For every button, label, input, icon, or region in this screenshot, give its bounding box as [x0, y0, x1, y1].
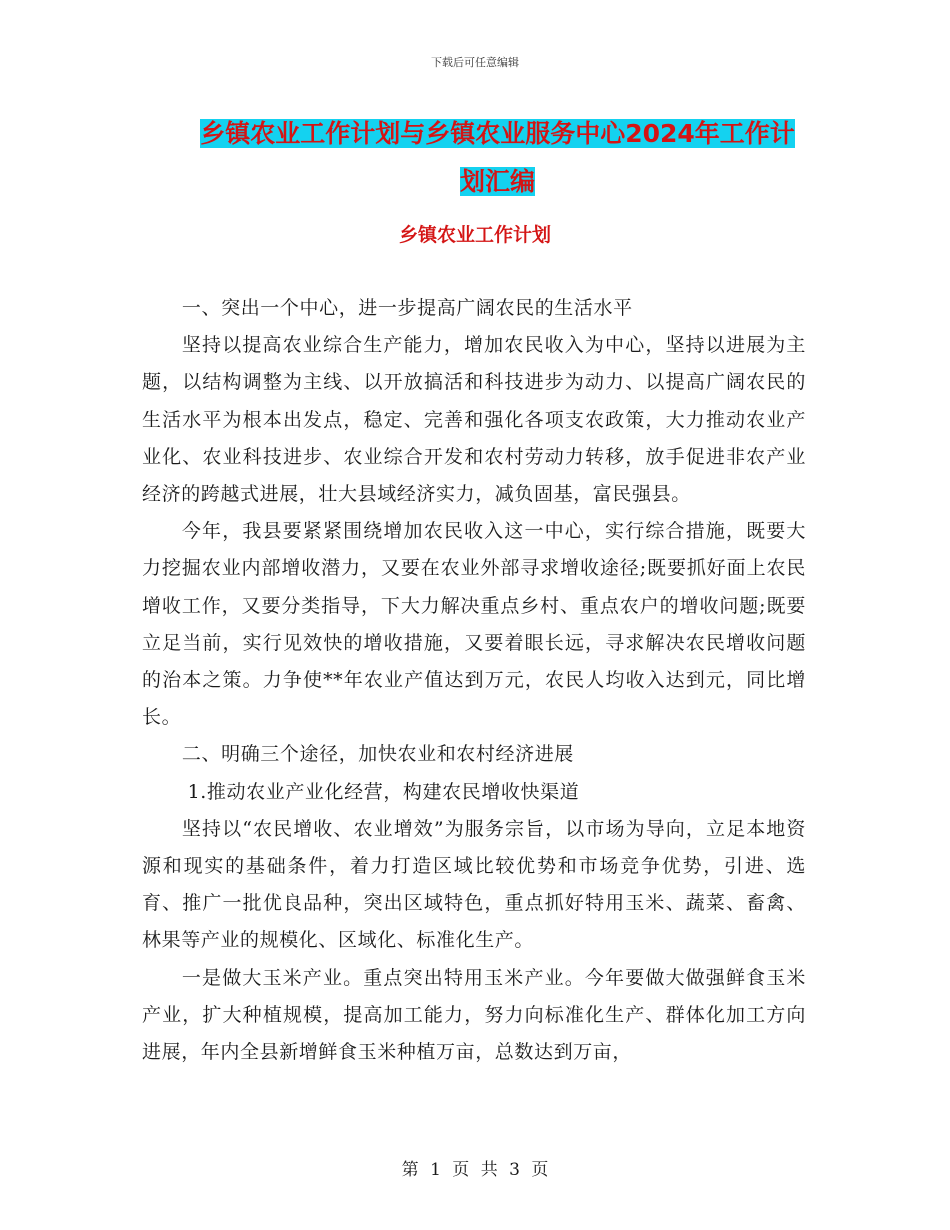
- paragraph: 一是做大玉米产业。重点突出特用玉米产业。今年要做大做强鲜食玉米产业，扩大种植规模，提高加工能力，努力向标准化生产、群体化加工方向进展，年内全县新增鲜食玉米种植万亩，总数达到万亩，: [142, 966, 806, 1064]
- paragraph: 坚持以提高农业综合生产能力，增加农民收入为中心，坚持以进展为主题，以结构调整为主线、以开放搞活和科技进步为动力、以提高广阔农民的生活水平为根本出发点，稳定、完善和强化各项支农政策，大力推动农业产业化、农业科技进步、农业综合开发和农村劳动力转移，放手促进非农产业经济的跨越式进展，壮大县域经济实力，减负固基，富民强县。: [142, 334, 806, 506]
- document-title: [185, 110, 810, 206]
- document-title-line2: 划汇编: [459, 167, 535, 196]
- document-title-line1: 乡镇农业工作计划与乡镇农业服务中心2024年工作计: [200, 119, 795, 148]
- page-footer-number: 第 1 页 共 3 页: [401, 1160, 549, 1180]
- section-title: 乡镇农业工作计划: [398, 224, 551, 246]
- paragraph-subheading-1: 1.推动农业产业化经营，构建农民增收快渠道: [187, 780, 580, 803]
- paragraph-heading-1: 一、突出一个中心，进一步提高广阔农民的生活水平: [181, 297, 633, 319]
- paragraph-heading-2: 二、明确三个途径，加快农业和农村经济进展: [181, 743, 574, 766]
- paragraph: 今年，我县要紧紧围绕增加农民收入这一中心，实行综合措施，既要大力挖掘农业内部增收潜力，又要在农业外部寻求增收途径;既要抓好面上农民增收工作，又要分类指导，下大力解决重点乡村、重点农户的增收问题;既要立足当前，实行见效快的增收措施，又要着眼长远，寻求解决农民增收问题的治本之策。力争使**年农业产值达到万元，农民人均收入达到元，同比增长。: [142, 520, 806, 729]
- document-body: [142, 290, 806, 1071]
- page-header-note: 下载后可任意编辑: [431, 56, 519, 69]
- paragraph: 坚持以“农民增收、农业增效”为服务宗旨，以市场为导向，立足本地资源和现实的基础条件，着力打造区域比较优势和市场竞争优势，引进、选育、推广一批优良品种，突出区域特色，重点抓好特用玉米、蔬菜、畜禽、林果等产业的规模化、区域化、标准化生产。: [142, 817, 806, 952]
